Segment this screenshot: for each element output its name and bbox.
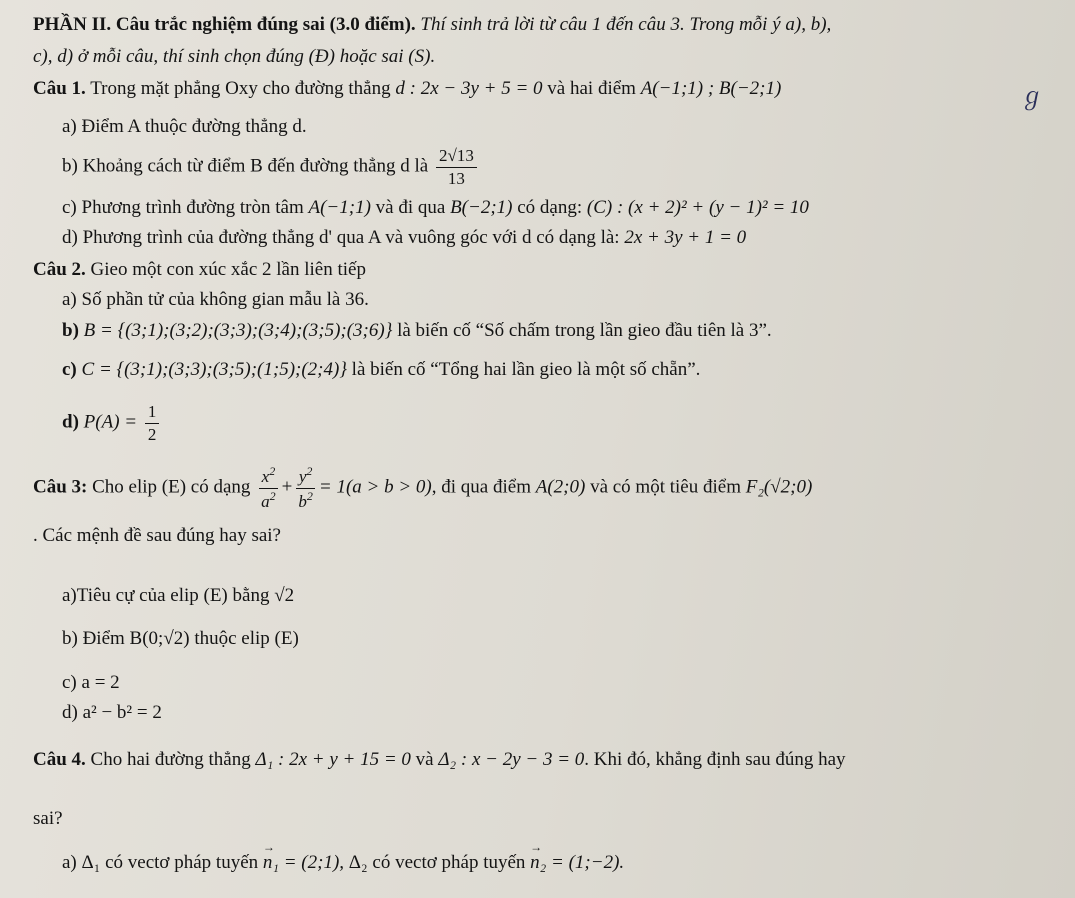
fraction-numerator: 1 xyxy=(145,402,160,424)
q4-line-1: Δ₁ : 2x + y + 15 = 0 xyxy=(255,749,411,770)
q1-option-a: a) Điểm A thuộc đường thẳng d. xyxy=(62,116,307,137)
q4-normal-vector-1: → n₁ = (2;1), xyxy=(263,852,344,874)
q1-option-c-point: B(−2;1) xyxy=(450,197,513,218)
q1-option-b-text: b) Khoảng cách từ điểm B đến đường thẳng d là xyxy=(62,155,429,177)
q2-stem xyxy=(33,259,366,281)
q1-label: Câu 1. xyxy=(33,78,86,99)
q1-option-d-text: d) Phương trình của đường thẳng d' qua A và vuông góc với d có dạng là: xyxy=(62,227,620,248)
ellipse-y-fraction: $\frac{y^2}{b^2}$ xyxy=(295,465,316,511)
q3-stem: Câu 3: Cho elip (E) có dạng $\frac{x^2}{a^2}$ + $\frac{y^2}{b^2}$ = 1(a > b > 0), đi qua điểm A(2;0) và có một tiêu điểm F₂(√2;0) xyxy=(33,464,813,511)
q3-stem-text: Cho elip (E) có dạng xyxy=(92,476,251,498)
q2-option-b-set: B = {(3;1);(3;2);(3;3);(3;4);(3;5);(3;6)} xyxy=(83,320,393,341)
q2-option-c: c) C = {(3;1);(3;3);(3;5);(1;5);(2;4)} là biến cố “Tổng hai lần gieo là một số chẵn”. xyxy=(62,359,701,380)
q2-option-d-expr: P(A) = xyxy=(83,411,138,433)
fraction-denominator: 13 xyxy=(447,168,465,188)
q2-option-d-fraction xyxy=(145,402,160,444)
section-header xyxy=(33,14,831,36)
q1-option-b-fraction xyxy=(436,146,477,188)
q1-option-c-form: có dạng: xyxy=(517,197,583,218)
q1-option-c xyxy=(62,197,809,219)
q3-point-a: A(2;0) xyxy=(535,476,586,498)
q2-stem-text: Gieo một con xúc xắc 2 lần liên tiếp xyxy=(90,259,366,280)
q4-stem-text-2: . Khi đó, khẳng định sau đúng hay xyxy=(584,749,846,770)
q1-points: A(−1;1) ; B(−2;1) xyxy=(640,78,782,99)
q4-line-2: Δ₂ : x − 2y − 3 = 0 xyxy=(438,749,585,770)
q1-option-d-equation: 2x + 3y + 1 = 0 xyxy=(624,227,747,248)
q1-option-c-equation: (C) : (x + 2)² + (y − 1)² = 10 xyxy=(586,197,809,218)
q4-normal-vector-2: → n₂ = (1;−2). xyxy=(530,852,624,874)
q3-option-b: b) Điểm B(0;√2) thuộc elip (E) xyxy=(62,628,299,649)
fraction-numerator: 2√13 xyxy=(436,146,477,168)
q3-stem-text-3: và có một tiêu điểm xyxy=(590,476,741,498)
q2-label: Câu 2. xyxy=(33,259,86,280)
q3-label: Câu 3: xyxy=(33,476,88,498)
q1-option-d xyxy=(62,227,746,249)
q1-stem xyxy=(33,78,781,100)
q2-option-d: d) P(A) = $\frac{1}{2}$ xyxy=(62,402,162,444)
q4-option-a xyxy=(62,852,624,874)
q1-stem-text: Trong mặt phẳng Oxy cho đường thẳng xyxy=(90,78,391,99)
q4-stem xyxy=(33,749,846,771)
q3-stem-text-2: , đi qua điểm xyxy=(431,476,531,498)
q2-option-b-text: là biến cố “Số chấm trong lần gieo đầu tiên là 3”. xyxy=(397,320,772,341)
q2-option-b: b) B = {(3;1);(3;2);(3;3);(3;4);(3;5);(3;6)} là biến cố “Số chấm trong lần gieo đầu tiên là 3”. xyxy=(62,320,772,341)
q3-question: . Các mệnh đề sau đúng hay sai? xyxy=(33,525,281,546)
q2-option-c-set: C = {(3;1);(3;3);(3;5);(1;5);(2;4)} xyxy=(81,359,347,380)
q4-stem-end: sai? xyxy=(33,808,63,829)
section-title: PHẦN II. Câu trắc nghiệm đúng sai (3.0 điểm). xyxy=(33,14,416,35)
q4-label: Câu 4. xyxy=(33,749,86,770)
q3-option-c: c) a = 2 xyxy=(62,672,120,693)
fraction-denominator: 2 xyxy=(147,424,157,444)
section-instruction-1: Thí sinh trả lời từ câu 1 đến câu 3. Trong mỗi ý a), b), xyxy=(420,14,832,35)
q1-line-d: d : 2x − 3y + 5 = 0 xyxy=(395,78,543,99)
q4-stem-text: Cho hai đường thẳng xyxy=(90,749,251,770)
q1-option-c-text: c) Phương trình đường tròn tâm xyxy=(62,197,304,218)
q1-stem-text-2: và hai điểm xyxy=(547,78,636,99)
ellipse-condition: = 1(a > b > 0) xyxy=(318,476,432,498)
q1-option-b xyxy=(62,146,480,188)
q3-option-a: a)Tiêu cự của elip (E) bằng √2 xyxy=(62,585,295,606)
handwritten-mark: ℊ xyxy=(1020,84,1044,110)
q2-option-a: a) Số phần tử của không gian mẫu là 36. xyxy=(62,289,369,310)
q4-and: và xyxy=(415,749,434,770)
q2-option-c-text: là biến cố “Tổng hai lần gieo là một số chẵn”. xyxy=(351,359,701,380)
q3-option-d: d) a² − b² = 2 xyxy=(62,702,162,723)
q4-option-a-text: a) Δ₁ có vectơ pháp tuyến xyxy=(62,852,259,873)
q3-focus: F₂(√2;0) xyxy=(745,476,813,498)
q1-option-c-center: A(−1;1) xyxy=(308,197,371,218)
q1-option-c-mid: và đi qua xyxy=(375,197,446,218)
section-instruction-2: c), d) ở mỗi câu, thí sinh chọn đúng (Đ) hoặc sai (S). xyxy=(33,46,436,67)
ellipse-x-fraction: $\frac{x^2}{a^2}$ xyxy=(258,465,279,511)
q4-option-a-mid: Δ₂ có vectơ pháp tuyến xyxy=(348,852,526,873)
